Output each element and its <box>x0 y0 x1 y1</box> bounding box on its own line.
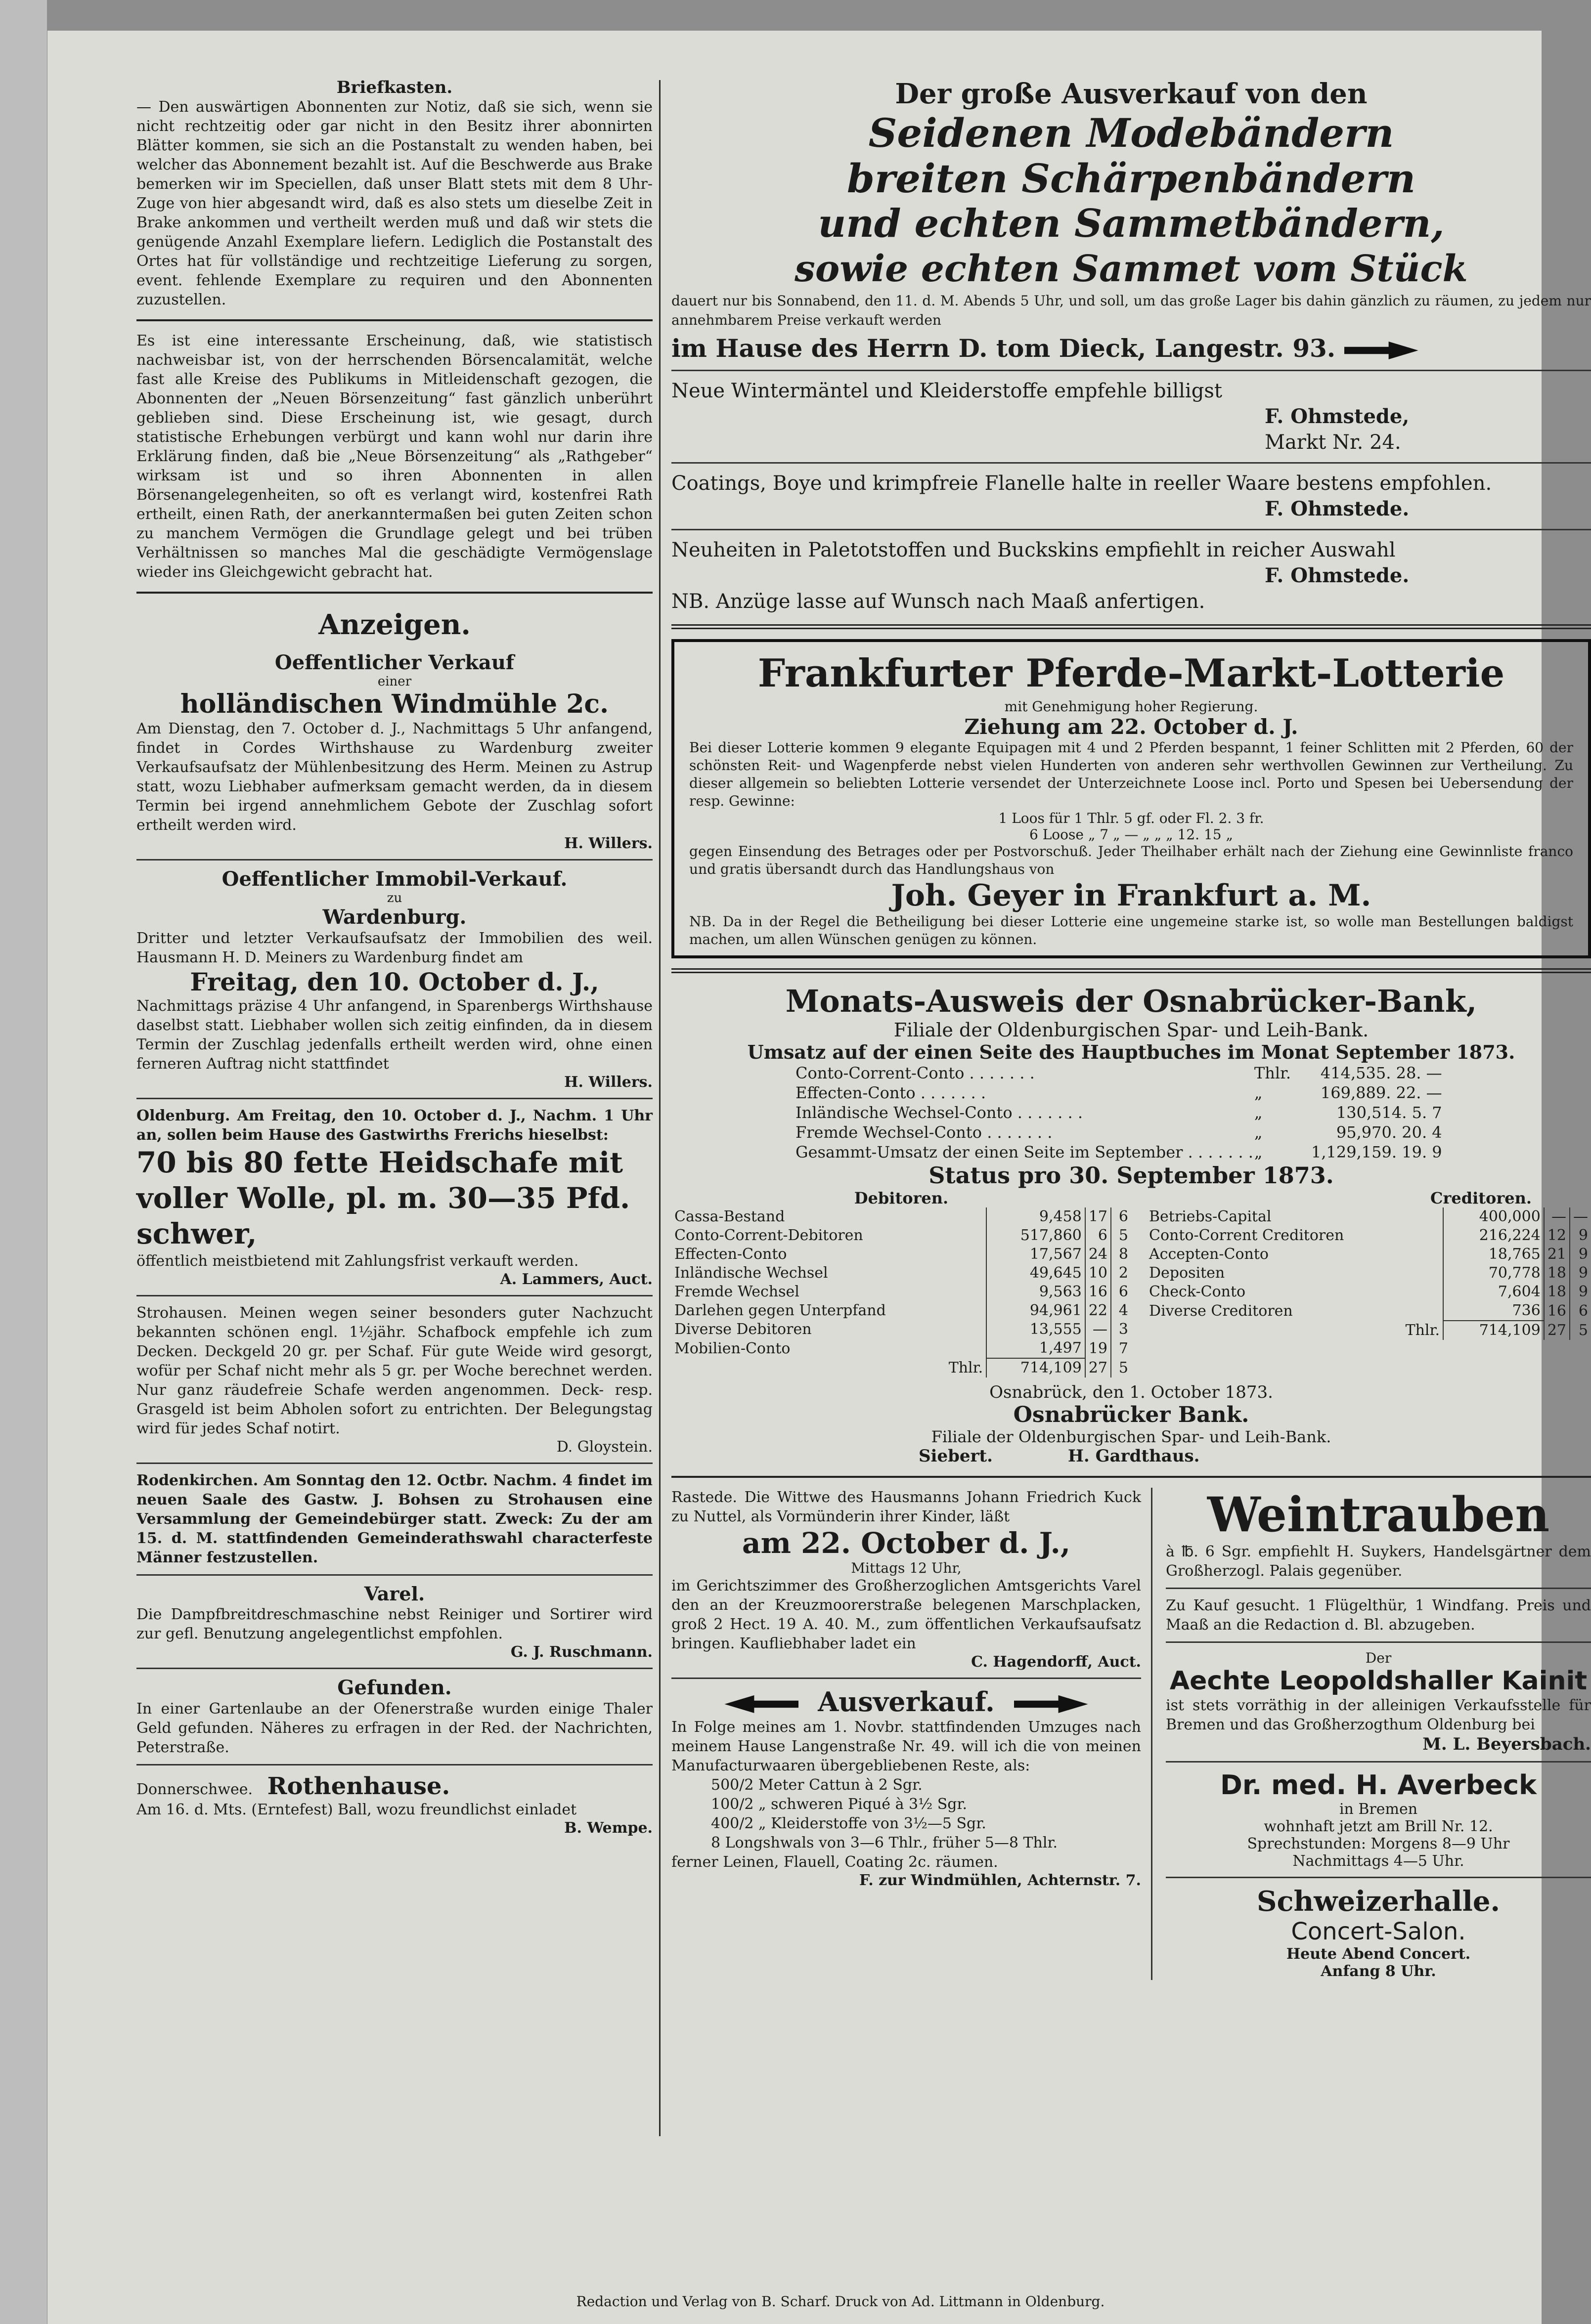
immobil-ad <box>136 867 653 1091</box>
status-title: Status pro 30. September 1873. <box>928 1162 1334 1189</box>
status-label: Check-Conto <box>1149 1283 1246 1300</box>
umsatz-currency: Thlr. <box>1254 1064 1291 1082</box>
status-sgr: 10 <box>1085 1264 1111 1283</box>
kauf-gesucht: Zu Kauf gesucht. 1 Flügelthür, 1 Windfang. Preis und Maaß an die Redaction d. Bl. abzugeben. <box>1166 1597 1591 1634</box>
table-row <box>1146 1245 1591 1264</box>
weintrauben-text: à ℔. 6 Sgr. empfiehlt H. Suykers, Handelsgärtner dem Großherzogl. Palais gegenüber. <box>1166 1543 1591 1580</box>
divider <box>671 968 1591 973</box>
rastede-date: am 22. October d. J., <box>742 1526 1071 1560</box>
status-sgr: 12 <box>1544 1226 1570 1245</box>
bank-sign-title: Osnabrücker Bank. <box>1013 1402 1249 1427</box>
umsatz-value: 95,970. 20. 4 <box>1336 1123 1442 1142</box>
table-row <box>671 1283 1131 1301</box>
bottom-ads <box>671 1488 1591 1980</box>
status-sgr: 17 <box>1085 1207 1111 1226</box>
umsatz-label: Conto-Corrent-Conto . . . . . . . <box>796 1064 1035 1082</box>
umsatz-currency: „ <box>1254 1103 1263 1122</box>
heidschafe-ad <box>136 1106 653 1288</box>
status-amount: 517,860 <box>986 1226 1085 1245</box>
seide-l4: und echten Sammetbändern, <box>818 201 1445 246</box>
status-total-amount: 714,109 <box>1443 1321 1544 1340</box>
divider <box>1166 1877 1591 1878</box>
rothenhause-text: Am 16. d. Mts. (Erntefest) Ball, wozu freundlichst einladet <box>136 1801 577 1818</box>
status-amount: 7,604 <box>1443 1283 1544 1301</box>
book-binding <box>0 0 47 2324</box>
ohmstede-a3-nb: NB. Anzüge lasse auf Wunsch nach Maaß anfertigen. <box>671 590 1205 613</box>
kainit-der: Der <box>1365 1650 1392 1666</box>
immobil-line1: Oeffentlicher Immobil-Verkauf. <box>221 867 568 891</box>
lotterie-text: Bei dieser Lotterie kommen 9 elegante Equipagen mit 4 und 2 Pferden bespannt, 1 feiner Schlitten mit 2 Pferden, 60 der schönsten Reit- und Wagenpferde nebst vielen Hunderten von anderen sehr werthvollen Gewinnen zur Vertheilung. Zu dieser allgemein so beliebten Lotterie versendet der Unterzeichnete Loose incl. Porto und Spesen bei Uebersendung der resp. Gewinne: <box>689 739 1573 809</box>
table-row <box>671 1226 1131 1245</box>
total-row <box>671 1358 1131 1377</box>
bank-sub: Filiale der Oldenburgischen Spar- und Leih-Bank. <box>893 1019 1369 1041</box>
heidschafe-text2: öffentlich meistbietend mit Zahlungsfrist verkauft werden. <box>136 1252 579 1270</box>
ohmstede-a1-addr: Markt Nr. 24. <box>1265 431 1401 454</box>
status-amount: 736 <box>1443 1301 1544 1321</box>
imprint-footer: Redaction und Verlag von B. Scharf. Druck von Ad. Littmann in Oldenburg. <box>576 2293 1105 2310</box>
averbeck-l3: Sprechstunden: Morgens 8—9 Uhr <box>1247 1835 1510 1852</box>
windmuehle-sign: H. Willers. <box>564 835 653 852</box>
strohausen-ad <box>136 1303 653 1456</box>
heidschafe-sign: A. Lammers, Auct. <box>500 1271 653 1288</box>
status-pf: 5 <box>1111 1226 1131 1245</box>
kainit-text: ist stets vorräthig in der alleinigen Verkaufsstelle für Bremen und das Großherzogthum Oldenburg bei <box>1166 1697 1591 1733</box>
rothenhause-title: Rothenhause. <box>267 1772 450 1800</box>
varel-title: Varel. <box>364 1583 425 1605</box>
status-total-pf: 5 <box>1111 1358 1131 1377</box>
umsatz-currency: „ <box>1254 1083 1263 1102</box>
status-total-pf: 5 <box>1570 1321 1591 1340</box>
gefunden-ad <box>136 1676 653 1757</box>
kainit-sign: M. L. Beyersbach. <box>1422 1734 1591 1754</box>
table-row <box>1146 1301 1591 1321</box>
table-row <box>795 1142 1443 1162</box>
divider <box>671 462 1591 464</box>
status-label: Conto-Corrent-Debitoren <box>674 1227 863 1244</box>
bank-sign2: H. Gardthaus. <box>1067 1446 1200 1466</box>
rothenhause-sign: B. Wempe. <box>564 1819 653 1837</box>
briefkasten-title: Briefkasten. <box>336 78 453 97</box>
divider <box>671 1678 1141 1679</box>
windmuehle-line3: holländischen Windmühle 2c. <box>180 689 609 719</box>
bank-date: Osnabrück, den 1. October 1873. <box>989 1382 1273 1402</box>
table-row <box>795 1122 1443 1142</box>
status-pf: 4 <box>1111 1301 1131 1320</box>
status-sgr: 16 <box>1085 1283 1111 1301</box>
heidschafe-text1: Oldenburg. Am Freitag, den 10. October d. J., Nachm. 1 Uhr an, sollen beim Hause des Gastwirths Frerichs hieselbst: <box>136 1107 653 1144</box>
seiden-ausverkauf-ad <box>671 78 1591 363</box>
status-amount: 9,458 <box>986 1207 1085 1226</box>
windmuehle-text: Am Dienstag, den 7. October d. J., Nachmittags 5 Uhr anfangend, findet in Cordes Wirthshause zu Wardenburg zweiter Verkaufsaufsatz der Mühlenbesitzung des Herm. Meinen zu Astrup statt, wozu Liebhaber aufmerksam gemacht werden, da in diesem Termin bei irgend annehmlichem Gebote der Zuschlag sofort ertheilt werden wird. <box>136 720 653 834</box>
averbeck-title: Dr. med. H. Averbeck <box>1220 1769 1537 1801</box>
table-row <box>671 1320 1131 1339</box>
status-sgr: 24 <box>1085 1245 1111 1264</box>
status-label: Accepten-Conto <box>1149 1246 1269 1263</box>
status-total-currency: Thlr. <box>1405 1321 1440 1339</box>
divider <box>136 1463 653 1464</box>
table-row <box>671 1264 1131 1283</box>
divider <box>136 1668 653 1669</box>
status-label: Effecten-Conto <box>674 1246 787 1263</box>
status-amount: 70,778 <box>1443 1264 1544 1283</box>
bank-title: Monats-Ausweis der Osnabrücker-Bank, <box>785 983 1477 1019</box>
list-item: 100/2 „ schweren Piqué à 3½ Sgr. <box>711 1796 968 1813</box>
status-amount: 9,563 <box>986 1283 1085 1301</box>
umsatz-label: Fremde Wechsel-Conto . . . . . . . <box>796 1123 1053 1142</box>
ohmstede-a1-text: Neue Wintermäntel und Kleiderstoffe empfehle billigst <box>671 380 1222 402</box>
pointing-hand-icon <box>1344 342 1418 359</box>
divider <box>671 624 1591 629</box>
immobil-line3: Wardenburg. <box>322 905 467 929</box>
gefunden-text: In einer Gartenlaube an der Ofenerstraße wurden einige Thaler Geld gefunden. Näheres zu erfragen in der Red. der Nachrichten, Peterstraße. <box>136 1700 653 1756</box>
newspaper-page <box>47 31 1591 2324</box>
status-label: Mobilien-Conto <box>674 1339 791 1357</box>
status-total-sgr: 27 <box>1544 1321 1570 1340</box>
gefunden-title: Gefunden. <box>337 1676 452 1699</box>
ohmstede-a3-sign: F. Ohmstede. <box>1265 564 1410 587</box>
ohmstede-a3-text: Neuheiten in Paletotstoffen und Buckskins empfiehlt in reicher Auswahl <box>671 539 1396 561</box>
pointing-hand-icon <box>724 1695 798 1713</box>
lotterie-title: Frankfurter Pferde-Markt-Lotterie <box>757 651 1505 696</box>
table-row <box>1146 1207 1591 1226</box>
averbeck-l2: wohnhaft jetzt am Brill Nr. 12. <box>1264 1818 1493 1835</box>
status-amount: 216,224 <box>1443 1226 1544 1245</box>
status-sgr: 18 <box>1544 1283 1570 1301</box>
boersen-notice: Es ist eine interessante Erscheinung, daß, wie statistisch nachweisbar ist, von der herrschenden Börsencalamität, welche fast alle Kreise des Publikums in Mitleidenschaft gezogen, die Abonnenten der „Neuen Börsenzeitung“ fast gänzlich unberührt geblieben sind. Diese Erscheinung ist, wie gesagt, durch statistische Erhebungen verbürgt und kann wohl nur darin ihre Erklärung finden, daß bie „Neue Börsenzeitung“ als „Rathgeber“ wirksam ist und so ihren Abonnenten in allen Börsenangelegenheiten, so oft es verlangt wird, kostenfrei Rath ertheilt, einen Rath, der anerkanntermaßen bei guten Zeiten schon zu manchem Vermögen die Grundlage gelegt und bei trüben Verhältnissen so manches Mal die geschädigte Vermögenslage wieder ins Gleichgewicht gebracht hat. <box>136 332 653 581</box>
status-pf: 2 <box>1111 1264 1131 1283</box>
rothenhause-prefix: Donnerschwee. <box>136 1781 253 1798</box>
divider <box>136 859 653 861</box>
lotterie-price1: 1 Loos für 1 Thlr. 5 gf. oder Fl. 2. 3 fr. <box>998 810 1264 826</box>
schweizerhalle-l1: Heute Abend Concert. <box>1286 1945 1471 1963</box>
status-amount: 17,567 <box>986 1245 1085 1264</box>
status-label: Conto-Corrent Creditoren <box>1149 1227 1344 1244</box>
umsatz-currency: „ <box>1254 1123 1263 1142</box>
kainit-title: Aechte Leopoldshaller Kainit <box>1169 1666 1588 1696</box>
ohmstede-a2-text: Coatings, Boye und krimpfreie Flanelle halte in reeller Waare bestens empfohlen. <box>671 472 1492 495</box>
status-tables <box>671 1189 1591 1377</box>
divider <box>136 1295 653 1296</box>
ohmstede-a2-sign: F. Ohmstede. <box>1265 497 1410 520</box>
table-row <box>795 1103 1443 1122</box>
schweizerhalle-sub: Concert-Salon. <box>1291 1918 1466 1945</box>
status-amount: 13,555 <box>986 1320 1085 1339</box>
divider <box>136 319 653 321</box>
rothenhause-ad <box>136 1772 653 1837</box>
table-row <box>671 1339 1131 1358</box>
divider <box>136 1098 653 1099</box>
status-pf: 9 <box>1570 1245 1591 1264</box>
bank-umsatz-title: Umsatz auf der einen Seite des Hauptbuches im Monat September 1873. <box>747 1041 1515 1063</box>
status-pf: 6 <box>1111 1283 1131 1301</box>
list-item: 500/2 Meter Cattun à 2 Sgr. <box>711 1776 923 1794</box>
immobil-date: Freitag, den 10. October d. J., <box>190 967 599 996</box>
table-row <box>1146 1264 1591 1283</box>
varel-ad <box>136 1583 653 1661</box>
seide-text: dauert nur bis Sonnabend, den 11. d. M. Abends 5 Uhr, und soll, um das große Lager bis dahin gänzlich zu räumen, zu jedem nur annehmbarem Preise verkauft werden <box>671 293 1591 328</box>
status-pf: 9 <box>1570 1264 1591 1283</box>
table-row <box>795 1063 1443 1083</box>
table-row <box>671 1245 1131 1264</box>
ohmstede-ad-2 <box>671 471 1591 522</box>
status-label: Cassa-Bestand <box>674 1208 785 1225</box>
status-pf: 6 <box>1111 1207 1131 1226</box>
status-sgr: 16 <box>1544 1301 1570 1321</box>
status-sgr: 18 <box>1544 1264 1570 1283</box>
status-label: Diverse Creditoren <box>1149 1302 1293 1320</box>
rodenkirchen-ad: Rodenkirchen. Am Sonntag den 12. Octbr. Nachm. 4 findet im neuen Saale des Gastw. J. Bohsen zu Strohausen eine Versammlung der Gemeindebürger statt. Zweck: Zu der am 15. d. M. stattfindenden Gemeinderathswahl characterfeste Männer festzustellen. <box>136 1472 653 1566</box>
ausverkauf2-title: Ausverkauf. <box>818 1686 995 1718</box>
table-row <box>671 1301 1131 1320</box>
umsatz-value: 414,535. 28. — <box>1320 1064 1442 1082</box>
bank-sign1: Siebert. <box>919 1446 993 1466</box>
windmuehle-ad <box>136 651 653 852</box>
umsatz-label: Gesammt-Umsatz der einen Seite im September . . . . . . . <box>796 1143 1253 1162</box>
ohmstede-ad-1 <box>671 378 1591 455</box>
status-pf: 9 <box>1570 1283 1591 1301</box>
umsatz-currency: „ <box>1254 1143 1263 1162</box>
status-total-amount: 714,109 <box>986 1358 1085 1377</box>
status-label: Diverse Debitoren <box>674 1321 812 1338</box>
bottom-left-ads <box>671 1488 1152 1980</box>
status-pf: 3 <box>1111 1320 1131 1339</box>
ausverkauf2-text2: ferner Leinen, Flauell, Coating 2c. räumen. <box>671 1853 998 1871</box>
varel-text: Die Dampfbreitdreschmaschine nebst Reiniger und Sortirer wird zur gefl. Benutzung angelegentlichst empfohlen. <box>136 1606 653 1642</box>
umsatz-label: Effecten-Conto . . . . . . . <box>796 1083 986 1102</box>
status-sgr: 21 <box>1544 1245 1570 1264</box>
immobil-line2: zu <box>387 891 402 905</box>
divider <box>136 592 653 594</box>
status-label: Betriebs-Capital <box>1149 1208 1272 1225</box>
bank-report <box>671 983 1591 1466</box>
divider <box>671 1476 1591 1478</box>
divider <box>671 529 1591 530</box>
status-total-currency: Thlr. <box>948 1359 983 1377</box>
heidschafe-big: 70 bis 80 fette Heidschafe mit voller Wolle, pl. m. 30—35 Pfd. schwer, <box>136 1146 630 1250</box>
lotterie-ziehung: Ziehung am 22. October d. J. <box>964 715 1298 739</box>
lotterie-price2: 6 Loose „ 7 „ — „ „ „ 12. 15 „ <box>1029 826 1233 843</box>
table-row <box>1146 1283 1591 1301</box>
weintrauben-title: Weintrauben <box>1207 1487 1550 1543</box>
immobil-sign: H. Willers. <box>564 1074 653 1091</box>
status-label: Depositen <box>1149 1264 1225 1282</box>
divider <box>1166 1641 1591 1643</box>
list-item: 8 Longshwals von 3—6 Thlr., früher 5—8 Thlr. <box>711 1834 1058 1851</box>
briefkasten-text: — Den auswärtigen Abonnenten zur Notiz, daß sie sich, wenn sie nicht rechtzeitig oder gar nicht in den Besitz ihrer abonnirten Blätter kommen, sie sich an die Postanstalt zu wenden haben, bei welcher das Abonnement bezahlt ist. Auf die Beschwerde aus Brake bemerken wir im Speciellen, daß unser Blatt stets mit dem 8 Uhr-Zuge von hier abgesandt wird, daß es also stets um dieselbe Zeit in Brake ankommen und vertheilt werden muß und daß wir stets die genügende Anzahl Exemplare liefern. Lediglich die Postanstalt des Ortes hat für vollständige und rechtzeitige Lieferung zu sorgen, event. fehlende Exemplare zu requiren und den Abonnenten zuzustellen. <box>136 98 653 308</box>
averbeck-l1: in Bremen <box>1339 1801 1418 1818</box>
ausverkauf2-items <box>671 1775 1141 1852</box>
divider <box>136 1764 653 1765</box>
left-column <box>136 78 653 1837</box>
status-label: Fremde Wechsel <box>674 1283 799 1300</box>
debitoren-table <box>671 1207 1131 1377</box>
windmuehle-line2: einer <box>377 674 412 689</box>
status-sgr: 6 <box>1085 1226 1111 1245</box>
seide-l2: Seidenen Modebändern <box>868 110 1394 156</box>
umsatz-value: 130,514. 5. 7 <box>1336 1103 1442 1122</box>
ausverkauf2-sign: F. zur Windmühlen, Achternstr. 7. <box>859 1872 1141 1889</box>
ausverkauf2-text: In Folge meines am 1. Novbr. stattfindenden Umzuges nach meinem Hause Langenstraße Nr. 49. will ich die von meinen Manufacturwaaren übergebliebenen Reste, als: <box>671 1719 1141 1774</box>
rastede-text: Rastede. Die Wittwe des Hausmanns Johann Friedrich Kuck zu Nuttel, als Vormünderin ihrer Kinder, läßt <box>671 1489 1141 1525</box>
table-row <box>795 1083 1443 1103</box>
divider <box>136 1574 653 1576</box>
divider <box>671 370 1591 371</box>
ohmstede-ad-3 <box>671 537 1591 614</box>
briefkasten-notice <box>136 78 653 309</box>
strohausen-text: Strohausen. Meinen wegen seiner besonders guter Nachzucht bekannten schönen engl. 1½jähr. Schafbock empfehle ich zum Decken. Deckgeld 20 gr. per Schaf. Für gute Weide wird gesorgt, wofür per Schaf nicht mehr als 5 gr. per Woche berechnet werden. Nur ganz räudefreie Schafe werden angenommen. Deck- resp. Grasgeld ist beim Abholen sofort zu entrichten. Der Belegungstag wird für jedes Schaf notirt. <box>136 1304 653 1437</box>
status-amount: 49,645 <box>986 1264 1085 1283</box>
lotterie-ad <box>671 639 1591 958</box>
list-item: 400/2 „ Kleiderstoffe von 3½—5 Sgr. <box>711 1815 986 1832</box>
divider <box>1166 1761 1591 1763</box>
lotterie-nb: NB. Da in der Regel die Betheiligung bei dieser Lotterie eine ungemeine starke ist, so wolle man Bestellungen baldigst machen, um allen Wünschen genügen zu können. <box>689 913 1573 947</box>
status-amount: 94,961 <box>986 1301 1085 1320</box>
status-pf: 8 <box>1111 1245 1131 1264</box>
table-row <box>671 1207 1131 1226</box>
right-column <box>671 78 1591 1980</box>
umsatz-label: Inländische Wechsel-Conto . . . . . . . <box>796 1103 1083 1122</box>
ohmstede-a1-sign: F. Ohmstede, <box>1265 405 1410 428</box>
averbeck-l4: Nachmittags 4—5 Uhr. <box>1292 1852 1464 1870</box>
seide-l3: breiten Schärpenbändern <box>847 155 1415 202</box>
umsatz-value: 169,889. 22. — <box>1320 1083 1442 1102</box>
status-sgr: 22 <box>1085 1301 1111 1320</box>
immobil-text1: Dritter und letzter Verkaufsaufsatz der Immobilien des weil. Hausmann H. D. Meiners zu Wardenburg findet am <box>136 930 653 966</box>
column-rule <box>659 80 661 2136</box>
rastede-text2: im Gerichtszimmer des Großherzoglichen Amtsgerichts Varel den an der Kreuzmoorerstraße belegenen Marschplacken, groß 2 Hect. 19 A. 40. M., zum öffentlichen Verkaufsaufsatz bringen. Kaufliebhaber ladet ein <box>671 1577 1141 1652</box>
status-pf: 9 <box>1570 1226 1591 1245</box>
creditoren-table <box>1146 1207 1591 1340</box>
status-label: Darlehen gegen Unterpfand <box>674 1302 886 1319</box>
seide-l5: sowie echten Sammet vom Stück <box>795 248 1468 290</box>
status-label: Inländische Wechsel <box>674 1264 828 1282</box>
total-row <box>1146 1321 1591 1340</box>
status-pf: 7 <box>1111 1339 1131 1358</box>
lotterie-name: Joh. Geyer in Frankfurt a. M. <box>891 878 1371 913</box>
strohausen-sign: D. Gloystein. <box>556 1438 653 1456</box>
umsatz-table <box>795 1063 1443 1162</box>
rastede-time: Mittags 12 Uhr, <box>851 1560 962 1576</box>
status-sgr: — <box>1085 1320 1111 1339</box>
status-sgr: — <box>1544 1207 1570 1226</box>
umsatz-value: 1,129,159. 19. 9 <box>1311 1143 1442 1162</box>
status-amount: 18,765 <box>1443 1245 1544 1264</box>
rastede-sign: C. Hagendorff, Auct. <box>971 1653 1141 1671</box>
table-row <box>1146 1226 1591 1245</box>
status-total-sgr: 27 <box>1085 1358 1111 1377</box>
status-pf: 6 <box>1570 1301 1591 1321</box>
anzeigen-title: Anzeigen. <box>318 608 471 641</box>
status-sgr: 19 <box>1085 1339 1111 1358</box>
immobil-text2: Nachmittags präzise 4 Uhr anfangend, in Sparenbergs Wirthshause daselbst statt. Liebhaber wollen sich zeitig einfinden, da in diesem Termin der Zuschlag jedenfalls ertheilt werden wird, ohne einen ferneren Auftrag nicht stattfindet <box>136 997 653 1073</box>
seide-addr: im Hause des Herrn D. tom Dieck, Langestr. 93. <box>671 334 1336 363</box>
windmuehle-line1: Oeffentlicher Verkauf <box>274 651 515 674</box>
varel-sign: G. J. Ruschmann. <box>510 1643 653 1661</box>
status-amount: 1,497 <box>986 1339 1085 1358</box>
pointing-hand-icon <box>1014 1695 1088 1713</box>
schweizerhalle-title: Schweizerhalle. <box>1257 1885 1500 1918</box>
schweizerhalle-l2: Anfang 8 Uhr. <box>1321 1963 1436 1980</box>
bank-sign-sub: Filiale der Oldenburgischen Spar- und Leih-Bank. <box>931 1427 1331 1446</box>
status-pf: — <box>1570 1207 1591 1226</box>
debitoren-label: Debitoren. <box>854 1189 949 1207</box>
creditoren-label: Creditoren. <box>1430 1189 1532 1207</box>
seide-l1: Der große Ausverkauf von den <box>895 78 1368 110</box>
lotterie-text2: gegen Einsendung des Betrages oder per Postvorschuß. Jeder Theilhaber erhält nach der Ziehung eine Gewinnliste franco und gratis übersandt durch das Handlungshaus von <box>689 843 1573 877</box>
bottom-right-ads <box>1166 1488 1591 1980</box>
lotterie-sub: mit Genehmigung hoher Regierung. <box>1004 698 1258 715</box>
divider <box>1166 1588 1591 1589</box>
status-amount: 400,000 <box>1443 1207 1544 1226</box>
